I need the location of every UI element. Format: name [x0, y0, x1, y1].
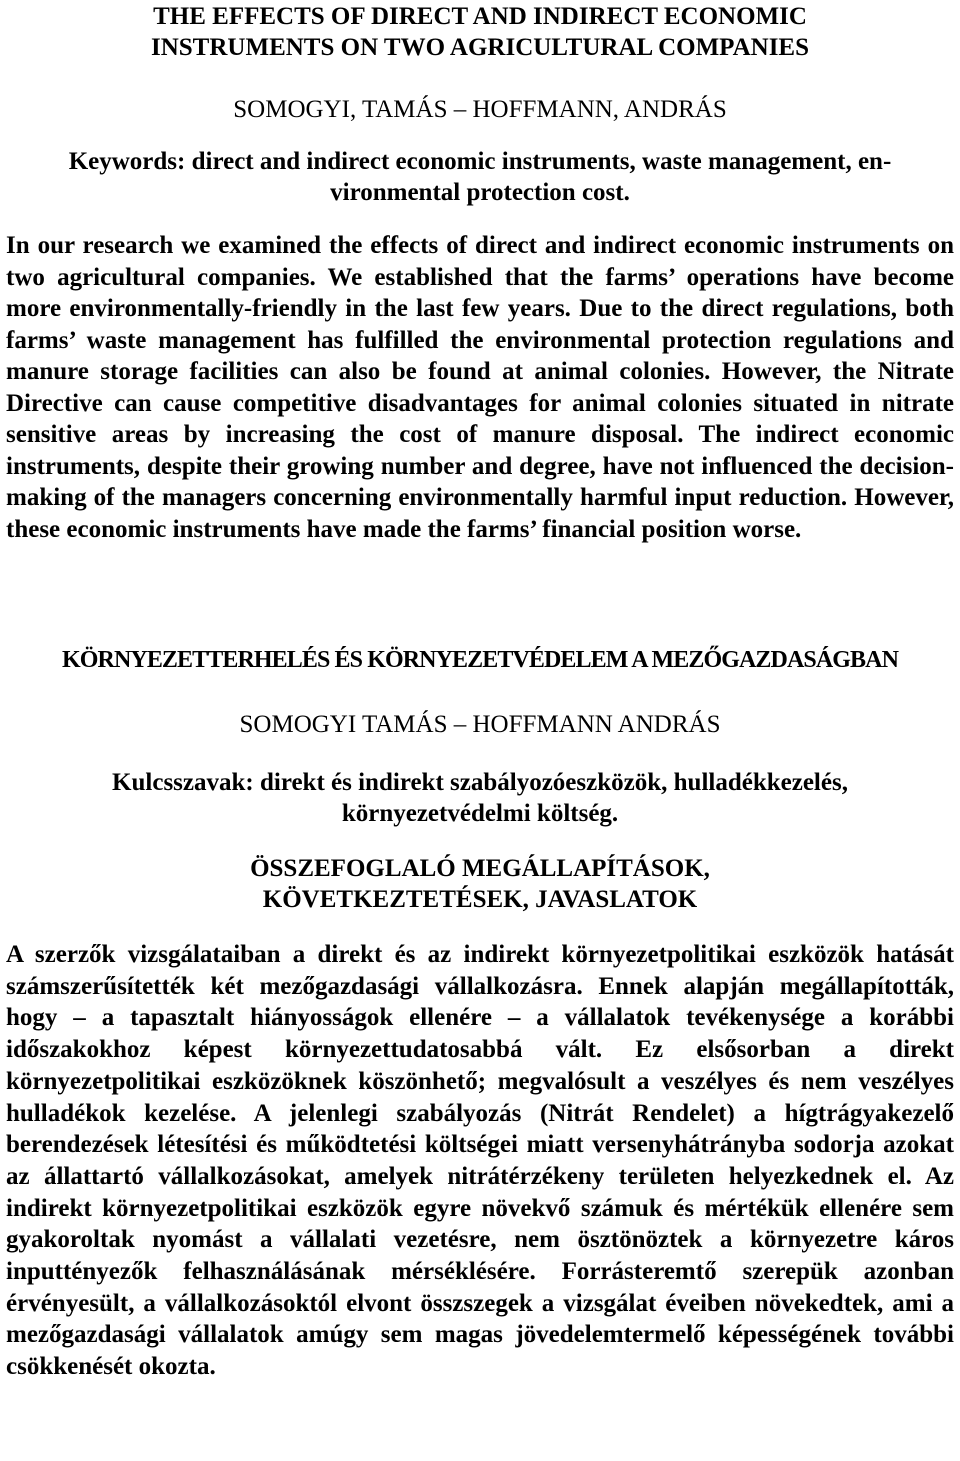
hungarian-keywords-line-1: Kulcsszavak: direkt és indirekt szabályozóeszközök, hulladékkezelés,: [112, 769, 848, 796]
hungarian-summary-heading: [6, 829, 954, 915]
english-title-line-1: THE EFFECTS OF DIRECT AND INDIRECT ECONOMIC: [153, 3, 807, 30]
english-keywords-line-2: vironmental protection cost.: [330, 179, 630, 206]
english-authors: SOMOGYI, TAMÁS – HOFFMANN, ANDRÁS: [233, 96, 727, 123]
hungarian-summary-heading-line-1: ÖSSZEFOGLALÓ MEGÁLLAPÍTÁSOK,: [250, 855, 710, 882]
english-title: [6, 0, 954, 63]
english-title-line-2: INSTRUMENTS ON TWO AGRICULTURAL COMPANIES: [151, 34, 809, 61]
hungarian-summary: A szerzők vizsgálataiban a direkt és az indirekt környezetpolitikai eszközök hatását számszerűsítették két mezőgazdasági vállalkozásra. Ennek alapján megállapították, hogy – a tapasztalt hiányosságok ellenére – a vállalatok tevékenysége a korábbi időszakokhoz képest környezettudatosabbá vált. Ez elsősorban a direkt környezetpolitikai eszközöknek köszönhető; megvalósult a veszélyes és nem veszélyes hulladékok kezelése. A jelenlegi szabályozás (Nitrát Rendelet) a hígtrágyakezelő berendezések létesítési és működtetési költségei miatt versenyhátrányba sodorja azokat az állattartó vállalkozásokat, amelyek nitrátérzékeny területen helyezkednek el. Az indirekt környezetpolitikai eszközök egyre növekvő számuk és mértékük ellenére sem gyakoroltak nyomást a vállalati vezetésre, nem ösztönöztek a környezetre káros inputtényezők felhasználásának mérséklésére. Forrásteremtő szerepük azonban érvényesült, a vállalkozásoktól elvont összszegek a vizsgálat éveiben növekedtek, ami a mezőgazdasági vállalatok amúgy sem magas jövedelemtermelő képességének további csökkenését okozta.: [6, 941, 954, 1381]
hungarian-summary-heading-line-2: KÖVETKEZTETÉSEK, JAVASLATOK: [262, 886, 698, 913]
hungarian-keywords-line-2: környezetvédelmi költség.: [341, 800, 619, 827]
english-abstract: In our research we examined the effects of direct and indirect economic instruments on two agricultural companies. We established that the farms’ operations have become more environmentally-friendly in the last few years. Due to the direct regulations, both farms’ waste management has fulfilled the environmental protection regulations and manure storage facilities can also be found at animal colonies. However, the Nitrate Directive can cause competitive disadvantages for animal colonies situated in nitrate sensitive areas by increasing the cost of manure disposal. The indirect economic instruments, despite their growing number and degree, have not influenced the decision-making of the managers concerning environmentally harmful input reduction. However, these economic instruments have made the farms’ financial position worse.: [6, 232, 954, 543]
english-keywords: [6, 125, 954, 208]
english-keywords-line-1: Keywords: direct and indirect economic instruments, waste management, en-: [68, 148, 892, 175]
hungarian-keywords: [6, 740, 954, 829]
hungarian-authors: SOMOGYI TAMÁS – HOFFMANN ANDRÁS: [239, 711, 721, 738]
hungarian-title: KÖRNYEZETTERHELÉS ÉS KÖRNYEZETVÉDELEM A MEZŐGAZDASÁGBAN: [61, 647, 899, 673]
